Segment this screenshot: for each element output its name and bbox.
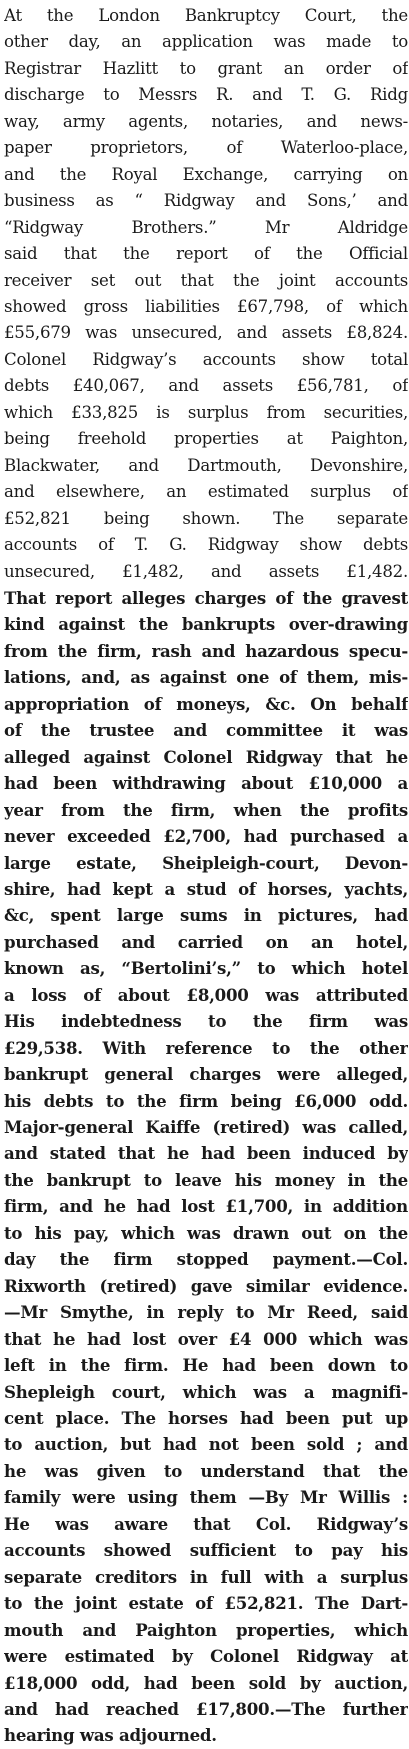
article-line: &c, spent large sums in pictures, had [4, 905, 408, 926]
article-line: and had reached £17,800.—The further [4, 1699, 408, 1719]
article-line: unsecured, £1,482, and assets £1,482. [4, 561, 408, 581]
article-line: appropriation of moneys, &c. On behalf [4, 693, 408, 714]
article-line: receiver set out that the joint accounts [4, 270, 408, 290]
article-line: said that the report of the Official [4, 244, 408, 264]
article-line: firm, and he had lost £1,700, in addition [4, 1196, 408, 1217]
article-line: £18,000 odd, had been sold by auction, [4, 1672, 408, 1693]
article-line: Blackwater, and Dartmouth, Devonshire, [4, 455, 408, 475]
article-line: to his pay, which was drawn out on the [4, 1222, 408, 1243]
article-line: that he had lost over £4 000 which was [4, 1328, 408, 1349]
article-line: accounts of T. G. Ridgway show debts [4, 535, 408, 555]
article-line: had been withdrawing about £10,000 a [4, 773, 408, 794]
article-line: —Mr Smythe, in reply to Mr Reed, said [4, 1302, 408, 1323]
article-line: That report alleges charges of the gravest [4, 587, 408, 608]
article-line: day the firm stopped payment.—Col. [4, 1249, 408, 1270]
article-line: never exceeded £2,700, had purchased a [4, 826, 408, 847]
article-line: mouth and Paighton properties, which [4, 1619, 408, 1640]
article-line: separate creditors in full with a surplus [4, 1566, 408, 1587]
article-line: Shepleigh court, which was a magnifi- [4, 1381, 408, 1402]
article-line: Rixworth (retired) gave similar evidence. [4, 1275, 408, 1296]
article-column [4, 3, 408, 1749]
article-line: were estimated by Colonel Ridgway at [4, 1646, 408, 1667]
article-line: and stated that he had been induced by [4, 1143, 408, 1164]
article-line: Colonel Ridgway’s accounts show total [4, 349, 408, 369]
article-line: purchased and carried on an hotel, [4, 931, 408, 952]
article-line: a loss of about £8,000 was attributed [4, 984, 408, 1005]
article-line: year from the firm, when the profits [4, 799, 408, 820]
article-line: kind against the bankrupts over-drawing [4, 614, 408, 635]
article-line: from the firm, rash and hazardous specu- [4, 640, 408, 661]
article-line: He was aware that Col. Ridgway’s [4, 1513, 408, 1534]
article-line: family were using them —By Mr Willis : [4, 1487, 408, 1508]
article-line: £29,538. With reference to the other [4, 1037, 408, 1058]
article-line: bankrupt general charges were alleged, [4, 1064, 408, 1085]
article-line: to the joint estate of £52,821. The Dart- [4, 1593, 408, 1614]
article-line: of the trustee and committee it was [4, 720, 408, 741]
article-line: accounts showed sufficient to pay his [4, 1540, 408, 1561]
article-line: way, army agents, notaries, and news- [4, 111, 408, 131]
article-line: his debts to the firm being £6,000 odd. [4, 1090, 408, 1111]
article-line: he was given to understand that the [4, 1460, 408, 1481]
article-line: to auction, but had not been sold ; and [4, 1434, 408, 1455]
article-line: and elsewhere, an estimated surplus of [4, 482, 408, 502]
article-line: showed gross liabilities £67,798, of which [4, 296, 408, 316]
article-line: being freehold properties at Paighton, [4, 429, 408, 449]
article-line: paper proprietors, of Waterloo-place, [4, 138, 408, 158]
article-line: discharge to Messrs R. and T. G. Ridg [4, 85, 408, 105]
article-line: other day, an application was made to [4, 32, 408, 52]
article-line: “Ridgway Brothers.” Mr Aldridge [4, 217, 408, 237]
article-line: cent place. The horses had been put up [4, 1408, 408, 1429]
article-line: debts £40,067, and assets £56,781, of [4, 376, 408, 396]
article-line: lations, and, as against one of them, mis- [4, 667, 408, 688]
article-line: the bankrupt to leave his money in the [4, 1169, 408, 1190]
article-line: large estate, Sheipleigh-court, Devon- [4, 852, 408, 873]
article-line: Registrar Hazlitt to grant an order of [4, 58, 408, 78]
article-line: shire, had kept a stud of horses, yachts, [4, 878, 408, 899]
article-line: Major-general Kaiffe (retired) was called, [4, 1117, 408, 1138]
article-line: left in the firm. He had been down to [4, 1355, 408, 1376]
article-line: business as “ Ridgway and Sons,’ and [4, 191, 408, 211]
article-line: At the London Bankruptcy Court, the [4, 6, 408, 25]
article-line: hearing was adjourned. [4, 1725, 217, 1746]
article-line: His indebtedness to the firm was [4, 1011, 408, 1032]
article-line: £52,821 being shown. The separate [4, 508, 408, 528]
article-line: known as, “Bertolini’s,” to which hotel [4, 958, 408, 979]
article-line: which £33,825 is surplus from securities, [4, 402, 408, 422]
article-line: alleged against Colonel Ridgway that he [4, 746, 408, 767]
article-line: £55,679 was unsecured, and assets £8,824. [4, 323, 408, 343]
article-line: and the Royal Exchange, carrying on [4, 164, 408, 184]
